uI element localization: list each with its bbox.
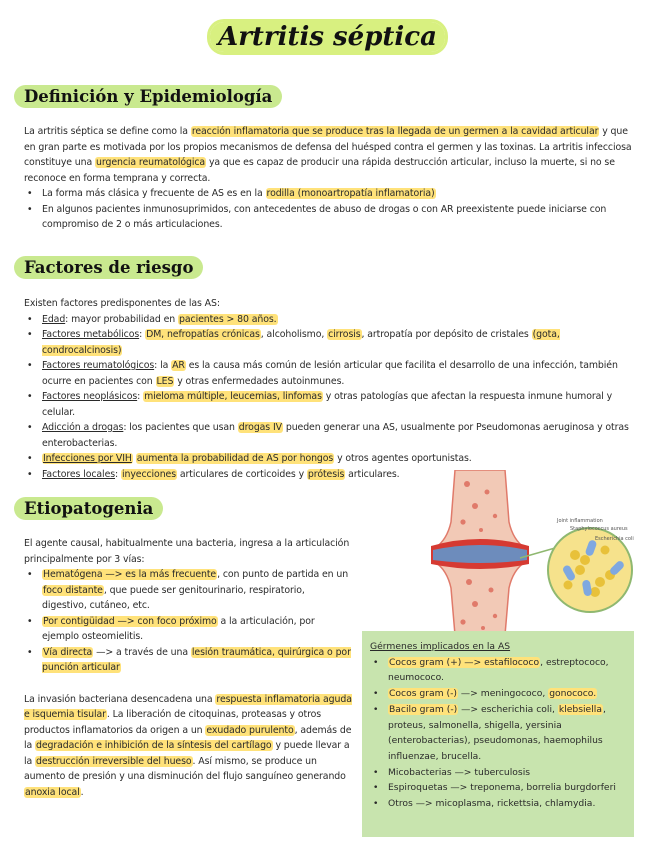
etiopatogenia-intro: El agente causal, habitualmente una bacteria, ingresa a la articulación principalmente por 3 vías: [24,538,350,565]
factores-intro: Existen factores predisponentes de las AS: [24,298,220,309]
list-item: • Micobacterias —> tuberculosis [370,765,626,781]
germenes-heading: Gérmenes implicados en la AS [370,641,511,652]
list-item: • Cocos gram (+) —> estafilococo, estreptococo, neumococo. [370,655,626,686]
vias-list [24,567,352,676]
joint-illustration-svg [405,470,635,635]
list-item: • Factores locales: inyecciones articulares de corticoides y prótesis articulares. [24,467,636,483]
joint-infection-illustration [405,470,635,635]
germenes-box [362,631,634,837]
label-staphylococcus: Staphylococcus aureus [570,526,628,532]
heading-etiopatogenia: Etiopatogenia [14,497,163,520]
factores-list [24,312,636,483]
definicion-list [24,186,634,233]
list-item: • Otros —> micoplasma, rickettsia, chlamydia. [370,796,626,812]
list-item: • Hematógena —> es la más frecuente, con punto de partida en un foco distante, que puede ser genitourinario, respiratorio, digestivo, cutáneo, etc. [24,567,352,614]
list-item: • Por contigüidad —> con foco próximo a la articulación, por ejemplo osteomielitis. [24,614,352,645]
list-item: • Vía directa —> a través de una lesión traumática, quirúrgica o por punción articular [24,645,352,676]
list-item: • Factores metabólicos: DM, nefropatías crónicas, alcoholismo, cirrosis, artropatía por depósito de cristales (gota, condrocalcinosis) [24,327,636,358]
list-item: • Infecciones por VIH aumenta la probabilidad de AS por hongos y otros agentes oportunistas. [24,451,636,467]
heading-definicion: Definición y Epidemiología [14,85,282,108]
factores-block [24,296,636,482]
germenes-list [370,655,626,812]
etiopatogenia-block [24,536,352,800]
list-item: • Bacilo gram (-) —> escherichia coli, klebsiella, proteus, salmonella, shigella, yersinia (enterobacterias), pseudomonas, haemophilus influenzae, brucella. [370,702,626,765]
etiopatogenia-paragraph: La invasión bacteriana desencadena una respuesta inflamatoria aguda e isquemia tisular. La liberación de citoquinas, proteasas y otros productos inflamatorios da origen a un exudado purulento, además de la degradación e inhibición de la síntesis del cartílago y puede llevar a la destrucción irreversible del hueso. Así mismo, se produce un aumento de presión y una disminución del flujo sanguíneo generando anoxia local. [24,693,352,798]
list-item: • Factores neoplásicos: mieloma múltiple, leucemias, linfomas y otras patologías que afectan la respuesta inmune humoral y celular. [24,389,636,420]
heading-factores: Factores de riesgo [14,256,203,279]
page-title: Artritis séptica [0,22,655,52]
list-item: • Espiroquetas —> treponema, borrelia burgdorferi [370,780,626,796]
label-escherichia: Escherichia coli [595,536,634,542]
list-item: • Cocos gram (-) —> meningococo, gonococo. [370,686,626,702]
label-joint-inflammation: Joint inflammation [557,518,603,524]
definicion-block [24,124,634,233]
list-item: • Edad: mayor probabilidad en pacientes > 80 años. [24,312,636,328]
list-item: • Adicción a drogas: los pacientes que usan drogas IV pueden generar una AS, usualmente por Pseudomonas aeruginosa y otras enterobacterias. [24,420,636,451]
list-item: • La forma más clásica y frecuente de AS es en la rodilla (monoartropatía inflamatoria) [24,186,634,202]
list-item: • Factores reumatológicos: la AR es la causa más común de lesión articular que facilita el desarrollo de una infección, también ocurre en pacientes con LES y otras enfermedades autoinmunes. [24,358,636,389]
list-item: • En algunos pacientes inmunosuprimidos, con antecedentes de abuso de drogas o con AR preexistente puede iniciarse con compromiso de 2 o más articulaciones. [24,202,634,233]
definicion-paragraph: La artritis séptica se define como la reacción inflamatoria que se produce tras la llegada de un germen a la cavidad articular y que en gran parte es motivada por los propios mecanismos de defensa del huésped contra el germen y las toxinas. La artritis infecciosa constituye una urgencia reumatológica ya que es capaz de producir una rápida destrucción articular, incluso la muerte, si no se reconoce en forma temprana y correcta. [24,126,632,184]
